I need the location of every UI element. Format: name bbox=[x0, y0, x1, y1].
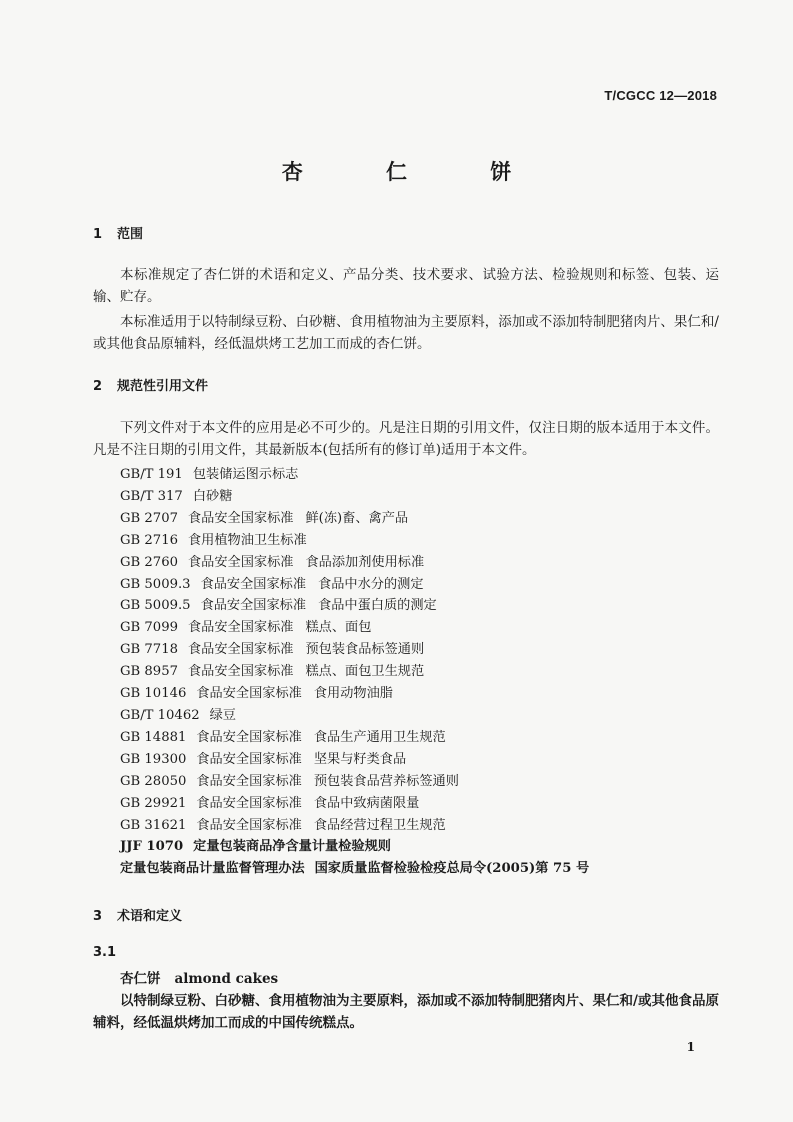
section-heading-references bbox=[93, 375, 208, 394]
reference-item: GB 8957 食品安全国家标准 糕点、面包卫生规范 bbox=[120, 664, 425, 680]
reference-item: GB 2707 食品安全国家标准 鲜(冻)畜、禽产品 bbox=[120, 510, 409, 526]
standard-code: T/CGCC 12—2018 bbox=[604, 88, 717, 103]
term-name-en: almond cakes bbox=[174, 971, 279, 987]
references-intro: 下列文件对于本文件的应用是必不可少的。凡是注日期的引用文件，仅注日期的版本适用于本文件。凡是不注日期的引用文件，其最新版本(包括所有的修订单)适用于本文件。 bbox=[93, 420, 719, 458]
section-number: 1 bbox=[93, 227, 103, 242]
section-number: 2 bbox=[93, 379, 103, 394]
reference-item: GB/T 317 白砂糖 bbox=[120, 488, 233, 504]
section-title: 范围 bbox=[117, 227, 144, 242]
term-entry-number: 3.1 bbox=[93, 945, 117, 960]
reference-item: GB 5009.3 食品安全国家标准 食品中水分的测定 bbox=[120, 576, 424, 592]
section-title: 术语和定义 bbox=[117, 909, 183, 924]
reference-item: 定量包装商品计量监督管理办法 国家质量监督检验检疫总局令(2005)第 75 号 bbox=[120, 861, 590, 877]
reference-item: GB 5009.5 食品安全国家标准 食品中蛋白质的测定 bbox=[120, 598, 437, 614]
scope-paragraph-1: 本标准规定了杏仁饼的术语和定义、产品分类、技术要求、试验方法、检验规则和标签、包装、运输、贮存。 bbox=[93, 267, 719, 305]
reference-item: GB 7718 食品安全国家标准 预包装食品标签通则 bbox=[120, 642, 425, 658]
reference-item: GB 2716 食用植物油卫生标准 bbox=[120, 532, 307, 548]
page-number: 1 bbox=[686, 1040, 695, 1054]
reference-item: GB 10146 食品安全国家标准 食用动物油脂 bbox=[120, 686, 393, 702]
reference-item: GB 7099 食品安全国家标准 糕点、面包 bbox=[120, 620, 372, 636]
reference-item: JJF 1070 定量包装商品净含量计量检验规则 bbox=[120, 839, 391, 855]
section-heading-scope bbox=[93, 223, 143, 242]
reference-item: GB 31621 食品安全国家标准 食品经营过程卫生规范 bbox=[120, 817, 446, 833]
reference-item: GB 29921 食品安全国家标准 食品中致病菌限量 bbox=[120, 795, 420, 811]
term-definition: 以特制绿豆粉、白砂糖、食用植物油为主要原料，添加或不添加特制肥猪肉片、果仁和/或其他食品原辅料，经低温烘烤加工而成的中国传统糕点。 bbox=[93, 993, 719, 1031]
reference-item: GB 14881 食品安全国家标准 食品生产通用卫生规范 bbox=[120, 729, 446, 745]
reference-item: GB 19300 食品安全国家标准 坚果与籽类食品 bbox=[120, 751, 407, 767]
section-heading-terms bbox=[93, 905, 182, 924]
reference-item: GB/T 10462 绿豆 bbox=[120, 707, 236, 723]
reference-list bbox=[120, 464, 589, 880]
reference-item: GB 2760 食品安全国家标准 食品添加剂使用标准 bbox=[120, 554, 425, 570]
section-number: 3 bbox=[93, 909, 103, 924]
section-title: 规范性引用文件 bbox=[117, 379, 209, 394]
term-name-zh: 杏仁饼 bbox=[120, 971, 161, 987]
reference-item: GB/T 191 包装储运图示标志 bbox=[120, 467, 299, 482]
term-name bbox=[120, 967, 278, 987]
document-title: 杏 仁 饼 bbox=[281, 160, 550, 184]
scope-paragraph-2: 本标准适用于以特制绿豆粉、白砂糖、食用植物油为主要原料，添加或不添加特制肥猪肉片、果仁和/或其他食品原辅料，经低温烘烤工艺加工而成的杏仁饼。 bbox=[93, 314, 719, 352]
reference-item: GB 28050 食品安全国家标准 预包装食品营养标签通则 bbox=[120, 773, 459, 789]
